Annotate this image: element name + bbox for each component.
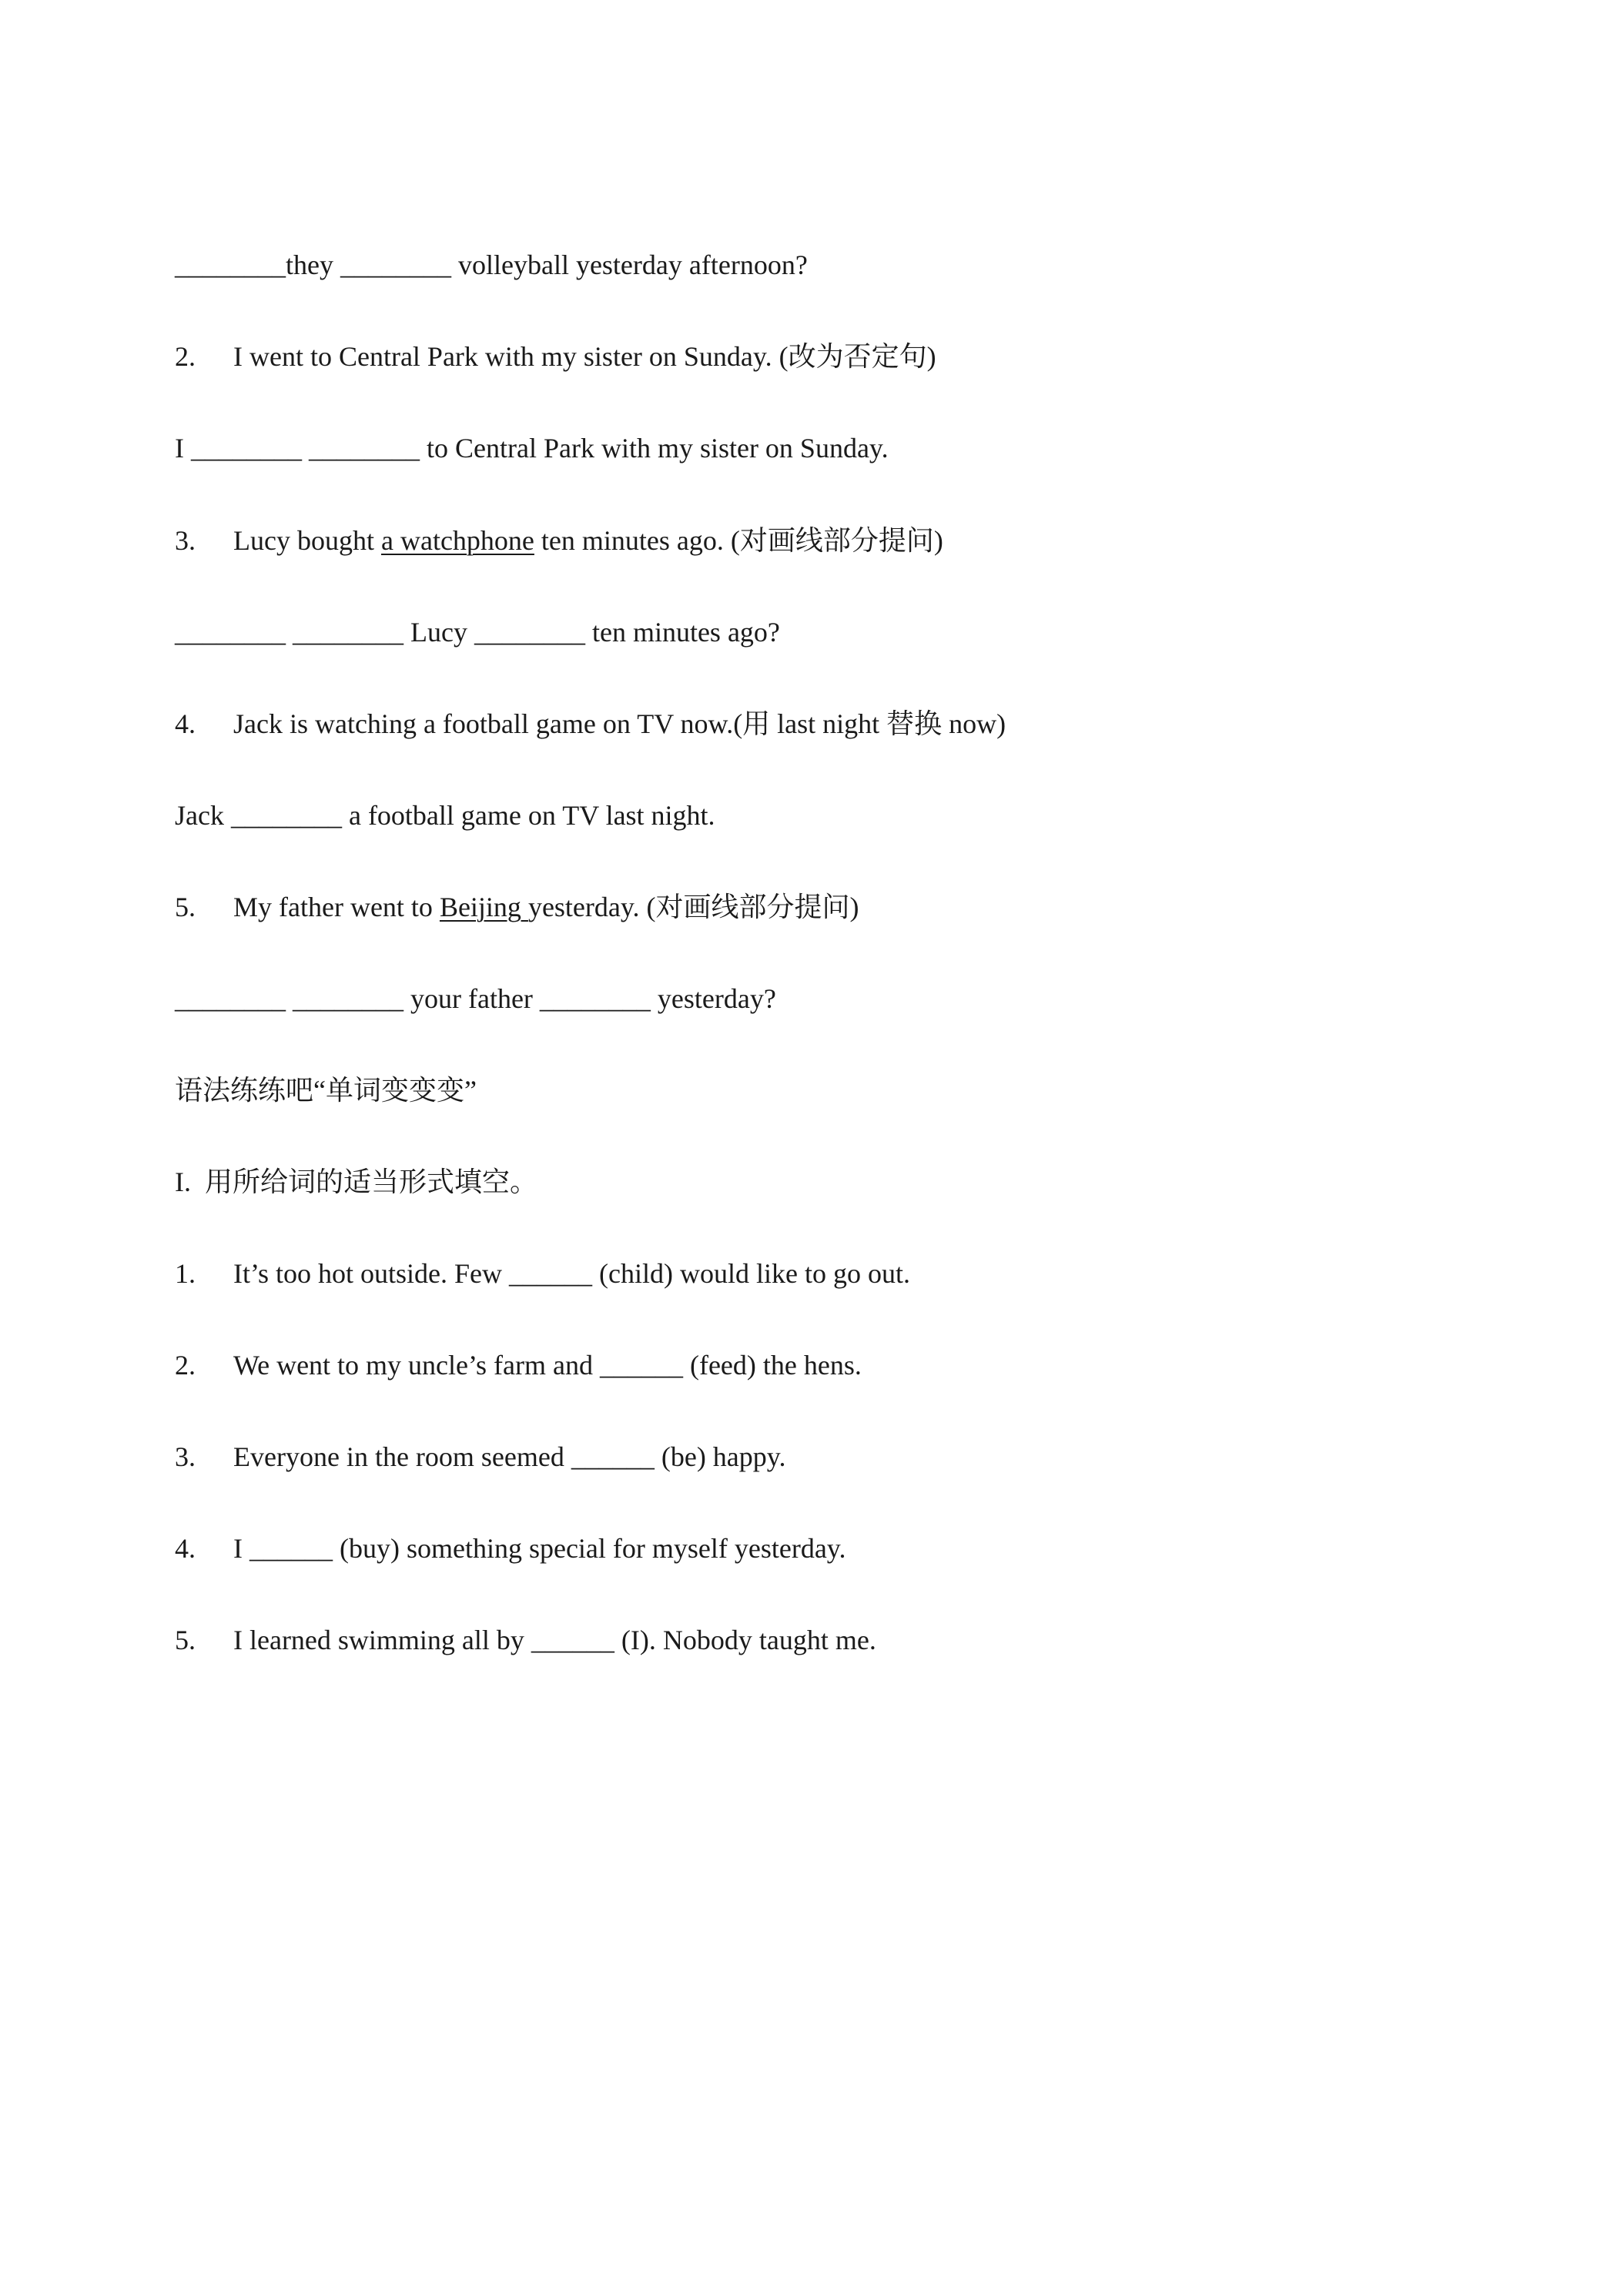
exercise-item-2-text: We went to my uncle’s farm and ______ (feed) the hens. [233, 1350, 862, 1381]
exercise-item-1-text: It’s too hot outside. Few ______ (child) would like to go out. [233, 1258, 910, 1289]
question-3 [147, 490, 943, 591]
answer-line-2 [147, 397, 889, 499]
exercise-item-3-number: 3. [175, 1441, 196, 1472]
exercise-item-3 [147, 1406, 785, 1508]
part-title-text: I. 用所给词的适当形式填空。 [175, 1166, 537, 1197]
question-3-text-before: Lucy bought [233, 525, 381, 556]
answer-text-3: ________ ________ Lucy ________ ten minutes ago? [175, 617, 780, 648]
question-2-text: I went to Central Park with my sister on Sunday. (改为否定句) [233, 341, 936, 372]
exercise-item-5 [147, 1589, 876, 1691]
part-title [147, 1131, 537, 1233]
exercise-item-4 [147, 1498, 845, 1599]
section-heading-text: 语法练练吧“单词变变变” [175, 1075, 477, 1106]
exercise-item-1-number: 1. [175, 1258, 196, 1289]
exercise-item-5-text: I learned swimming all by ______ (I). Nobody taught me. [233, 1625, 876, 1655]
answer-text-5: ________ ________ your father ________ yesterday? [175, 983, 776, 1014]
question-3-text-after: ten minutes ago. (对画线部分提问) [534, 525, 943, 556]
answer-line-5 [147, 948, 776, 1049]
answer-text-2: I ________ ________ to Central Park with my sister on Sunday. [175, 433, 889, 464]
exercise-item-3-text: Everyone in the room seemed ______ (be) happy. [233, 1441, 786, 1472]
exercise-item-4-number: 4. [175, 1533, 196, 1564]
question-2 [147, 306, 936, 407]
question-4 [147, 673, 1006, 775]
answer-line-3 [147, 581, 780, 683]
question-5-text-before: My father went to [233, 892, 440, 922]
exercise-item-5-number: 5. [175, 1625, 196, 1655]
answer-line-4 [147, 765, 715, 866]
exercise-item-2-number: 2. [175, 1350, 196, 1381]
question-4-text: Jack is watching a football game on TV now.(用 last night 替换 now) [233, 708, 1006, 739]
question-5 [147, 856, 859, 958]
question-5-text-after: yesterday. (对画线部分提问) [527, 892, 859, 922]
answer-text-1: ________they ________ volleyball yesterday afternoon? [175, 249, 808, 280]
exercise-item-1 [147, 1223, 910, 1324]
question-4-number: 4. [175, 708, 196, 739]
question-3-underlined: a watchphone [380, 525, 534, 556]
answer-text-4: Jack ________ a football game on TV last night. [175, 800, 715, 831]
section-heading [147, 1039, 477, 1141]
question-2-number: 2. [175, 341, 196, 372]
exercise-item-4-text: I ______ (buy) something special for myself yesterday. [233, 1533, 846, 1564]
answer-line-1 [147, 214, 808, 316]
question-3-number: 3. [175, 525, 196, 556]
question-5-underlined: Beijing [439, 892, 528, 922]
question-5-number: 5. [175, 892, 196, 922]
exercise-item-2 [147, 1314, 862, 1416]
